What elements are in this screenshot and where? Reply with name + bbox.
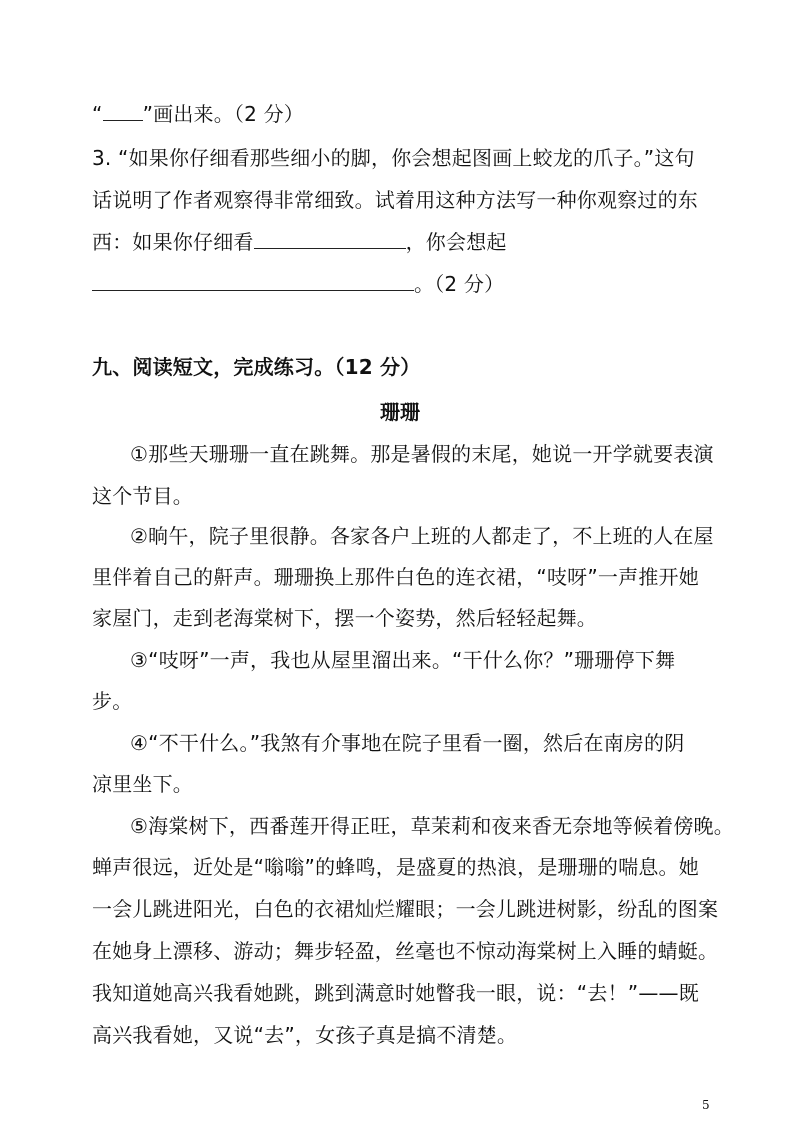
paragraph-2-line-3: 家屋门，走到老海棠树下，摆一个姿势，然后轻轻起舞。 <box>92 606 597 630</box>
q2-answer-blank[interactable] <box>103 102 143 121</box>
q3-line-2: 话说明了作者观察得非常细致。试着用这种方法写一种你观察过的东 <box>92 188 698 212</box>
paragraph-5-line-5: 我知道她高兴我看她跳，跳到满意时她瞥我一眼，说：“去！”——既 <box>92 981 699 1005</box>
q3-answer-blank-1[interactable] <box>254 230 406 249</box>
section-heading: 九、阅读短文，完成练习。（12 分） <box>92 355 421 379</box>
q3-line-3 <box>92 228 732 256</box>
q3-answer-blank-2[interactable] <box>92 272 414 291</box>
page-number: 5 <box>702 1098 710 1112</box>
paragraph-4-line-2: 凉里坐下。 <box>92 772 193 796</box>
q2-tail-line <box>92 100 732 128</box>
q2-open-quote: “ <box>92 102 103 126</box>
q3-line-4 <box>92 270 732 298</box>
paragraph-5-line-4: 在她身上漂移、游动；舞步轻盈，丝毫也不惊动海棠树上入睡的蜻蜓。 <box>92 939 719 963</box>
paragraph-4-line-1: ④“不干什么。”我煞有介事地在院子里看一圈，然后在南房的阴 <box>130 731 685 755</box>
paragraph-3-line-1: ③“吱呀”一声，我也从屋里溜出来。“干什么你？”珊珊停下舞 <box>130 648 676 672</box>
paragraph-5-line-6: 高兴我看她，又说“去”，女孩子真是搞不清楚。 <box>92 1023 518 1047</box>
q3-points: 。（2 分） <box>414 272 505 296</box>
paragraph-1-line-1: ①那些天珊珊一直在跳舞。那是暑假的末尾，她说一开学就要表演 <box>130 442 714 466</box>
passage-title: 珊珊 <box>380 400 420 424</box>
paragraph-5-line-3: 一会儿跳进阳光，白色的衣裙灿烂耀眼；一会儿跳进树影，纷乱的图案 <box>92 897 719 921</box>
paragraph-1-line-2: 这个节目。 <box>92 484 193 508</box>
q3-prompt-b: ，你会想起 <box>405 230 507 254</box>
q3-line-1: 3. “如果你仔细看那些细小的脚，你会想起图画上蛟龙的爪子。”这句 <box>92 146 695 170</box>
paragraph-2-line-2: 里伴着自己的鼾声。珊珊换上那件白色的连衣裙，“吱呀”一声推开她 <box>92 565 699 589</box>
paragraph-5-line-1: ⑤海棠树下，西番莲开得正旺，草茉莉和夜来香无奈地等候着傍晚。 <box>130 814 734 838</box>
paragraph-3-line-2: 步。 <box>92 689 133 713</box>
paragraph-5-line-2: 蝉声很远，近处是“嗡嗡”的蜂鸣，是盛夏的热浪，是珊珊的喘息。她 <box>92 855 699 879</box>
paragraph-2-line-1: ②晌午，院子里很静。各家各户上班的人都走了，不上班的人在屋 <box>130 524 714 548</box>
q3-prompt-a: 西：如果你仔细看 <box>92 230 254 254</box>
q2-close-text: ”画出来。（2 分） <box>142 102 305 126</box>
